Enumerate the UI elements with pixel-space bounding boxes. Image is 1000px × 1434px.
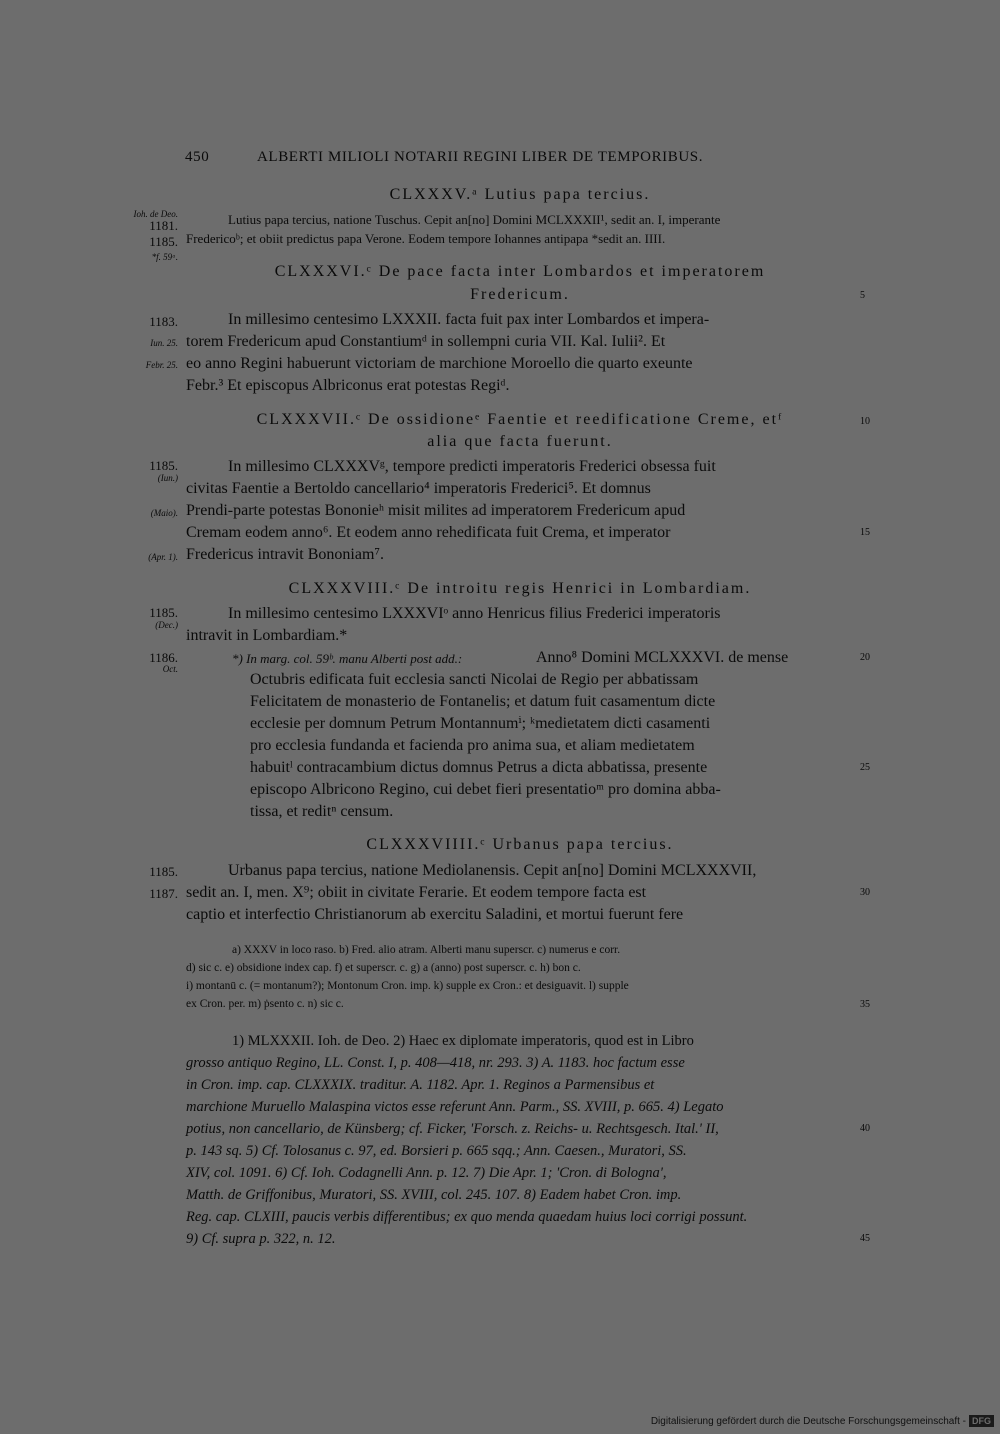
- margin-year: 1187.: [149, 886, 178, 901]
- line-number: 15: [860, 527, 870, 538]
- line-number: 35: [860, 999, 870, 1010]
- text-line: Prendi-parte potestas Bononieʰ misit milites ad imperatorem Fredericum apud: [186, 502, 686, 519]
- section-heading-clxxxv: CLXXXV.ᵃ Lutius papa tercius.: [389, 186, 651, 203]
- footnote-line: XIV, col. 1091. 6) Cf. Ioh. Codagnelli Ann. p. 12. 7) Die Apr. 1; 'Cron. di Bologna',: [186, 1165, 667, 1181]
- text-line: In millesimo centesimo LXXXVIᵒ anno Henricus filius Frederici imperatoris: [228, 605, 721, 622]
- margin-note: *f. 59ᵃ.: [151, 252, 178, 262]
- credit-text: Digitalisierung gefördert durch die Deutsche Forschungsgemeinschaft -: [650, 1415, 966, 1427]
- marginal-addition-intro: *) In marg. col. 59ᵇ. manu Alberti post add.:: [232, 651, 463, 666]
- line-number: 45: [860, 1233, 870, 1244]
- margin-note: (Apr. 1).: [148, 552, 178, 562]
- running-title: ALBERTI MILIOLI NOTARII REGINI LIBER DE TEMPORIBUS.: [257, 149, 704, 165]
- line-number: 5: [860, 290, 865, 301]
- text-line: episcopo Albricono Regino, cui debet fieri presentatioᵐ pro domina abba-: [250, 781, 721, 798]
- text-line: pro ecclesia fundanda et facienda pro anima sua, et aliam medietatem: [250, 737, 695, 754]
- margin-year: 1183.: [149, 314, 178, 329]
- section-heading-clxxxviii: CLXXXVIII.ᶜ De introitu regis Henrici in Lombardiam.: [288, 580, 752, 597]
- apparatus-line: ex Cron. per. m) ṗsento c. n) sic c.: [186, 998, 344, 1010]
- apparatus-line: d) sic c. e) obsidione index cap. f) et superscr. c. g) a (anno) post superscr. c. h) bon c.: [186, 962, 581, 974]
- text-line: Lutius papa tercius, natione Tuschus. Cepit an[no] Domini MCLXXXII¹, sedit an. I, imperante: [228, 212, 721, 227]
- footnote-line: Matth. de Griffonibus, Muratori, SS. XVIII, col. 245. 107. 8) Eadem habet Cron. imp.: [186, 1187, 682, 1203]
- margin-year: 1185.: [149, 234, 178, 249]
- margin-year: 1185.: [149, 458, 178, 473]
- margin-year: 1185.: [149, 864, 178, 879]
- text-line: Anno⁸ Domini MCLXXXVI. de mense: [536, 649, 789, 666]
- section-heading-clxxxvii: CLXXXVII.ᶜ De ossidioneᵉ Faentie et reedificatione Creme, etᶠ: [256, 411, 784, 428]
- text-line: Febr.³ Et episcopus Albriconus erat potestas Regiᵈ.: [186, 377, 510, 394]
- text-line: captio et interfectio Christianorum ab exercitu Saladini, et mortui fuerunt fere: [186, 906, 684, 923]
- line-number: 40: [860, 1123, 870, 1134]
- text-line: Felicitatem de monasterio de Fontanelis; et datum fuit casamentum dicte: [250, 693, 716, 710]
- margin-year: 1181.: [149, 218, 178, 233]
- line-number: 25: [860, 762, 870, 773]
- footnote-line: marchione Muruello Malaspina victos esse referunt Ann. Parm., SS. XVIII, p. 665. 4) Legato: [186, 1099, 724, 1115]
- footnote-line: p. 143 sq. 5) Cf. Tolosanus c. 97, ed. Borsieri p. 665 sqq.; Ann. Caesen., Muratori, SS.: [186, 1143, 687, 1159]
- text-line: habuitˡ contracambium dictus domnus Petrus a dicta abbatissa, presente: [250, 759, 708, 776]
- dfg-logo: DFG: [969, 1415, 994, 1427]
- text-line: ecclesie per domnum Petrum Montannumⁱ; ᵏmedietatem dicti casamenti: [250, 715, 711, 732]
- section-heading-cont: alia que facta fuerunt.: [427, 433, 613, 450]
- apparatus-line: i) montanū c. (= montanum?); Montonum Cron. imp. k) supple ex Cron.: et desiguavit. l) supple: [186, 980, 629, 992]
- margin-note: (Iun.): [157, 473, 178, 483]
- text-line: sedit an. I, men. X⁹; obiit in civitate Ferarie. Et eodem tempore facta est: [186, 884, 647, 901]
- text-line: Cremam eodem anno⁶. Et eodem anno rehedificata fuit Crema, et imperator: [186, 524, 671, 541]
- running-head: [185, 149, 703, 166]
- text-line: eo anno Regini habuerunt victoriam de marchione Moroello die quarto exeunte: [186, 355, 693, 372]
- digitization-credit: [651, 1415, 994, 1427]
- text-line: torem Fredericum apud Constantiumᵈ in sollempni curia VII. Kal. Iulii². Et: [186, 333, 666, 350]
- footnote-line: potius, non cancellario, de Künsberg; cf. Ficker, 'Forsch. z. Reichs- u. Rechtsgesch. Ital.' II,: [186, 1121, 719, 1137]
- text-line: In millesimo centesimo LXXXII. facta fuit pax inter Lombardos et impera-: [228, 311, 710, 328]
- footnote-line: grosso antiquo Regino, LL. Const. I, p. 408—418, nr. 293. 3) A. 1183. hoc factum esse: [186, 1055, 685, 1071]
- line-number: 30: [860, 887, 870, 898]
- line-number: 10: [860, 416, 870, 427]
- page-number: 450: [185, 149, 210, 165]
- margin-note: Iun. 25.: [150, 338, 178, 348]
- line-number: 20: [860, 652, 870, 663]
- footnote-line: 9) Cf. supra p. 322, n. 12.: [186, 1231, 336, 1247]
- margin-note: Oct.: [162, 664, 178, 674]
- margin-year: 1186.: [149, 650, 178, 665]
- text-line: civitas Faentie a Bertoldo cancellario⁴ imperatoris Frederici⁵. Et domnus: [186, 480, 651, 497]
- section-heading-clxxxviiii: CLXXXVIIII.ᶜ Urbanus papa tercius.: [366, 836, 674, 853]
- footnote-line: in Cron. imp. cap. CLXXXIX. traditur. A. 1182. Apr. 1. Reginos a Parmensibus et: [186, 1077, 655, 1093]
- footnote-line: 1) MLXXXII. Ioh. de Deo. 2) Haec ex diplomate imperatoris, quod est in Libro: [232, 1033, 694, 1049]
- margin-note: Ioh. de Deo.: [133, 209, 178, 219]
- footnote-line: Reg. cap. CLXIII, paucis verbis differentibus; ex quo menda quaedam huius loci corrigi possunt.: [186, 1209, 748, 1225]
- section-heading-clxxxvi: CLXXXVI.ᶜ De pace facta inter Lombardos et imperatorem: [274, 263, 766, 280]
- section-heading-cont: Fredericum.: [470, 286, 570, 303]
- margin-note: Febr. 25.: [145, 360, 178, 370]
- text-line: Urbanus papa tercius, natione Mediolanensis. Cepit an[no] Domini MCLXXXVII,: [228, 862, 757, 879]
- text-line: tissa, et reditⁿ censum.: [250, 803, 394, 820]
- margin-year: 1185.: [149, 605, 178, 620]
- text-line: Fredericus intravit Bononiam⁷.: [186, 546, 384, 563]
- text-line: In millesimo CLXXXVᵍ, tempore predicti imperatoris Frederici obsessa fuit: [228, 458, 716, 475]
- apparatus-line: a) XXXV in loco raso. b) Fred. alio atram. Alberti manu superscr. c) numerus e corr.: [232, 944, 621, 956]
- margin-note: (Dec.): [155, 620, 178, 630]
- text-line: intravit in Lombardiam.*: [186, 627, 348, 644]
- text-line: Fredericoᵇ; et obiit predictus papa Verone. Eodem tempore Iohannes antipapa *sedit an. IIII.: [186, 231, 666, 246]
- text-line: Octubris edificata fuit ecclesia sancti Nicolai de Regio per abbatissam: [250, 671, 699, 688]
- margin-note: (Maio).: [150, 508, 178, 518]
